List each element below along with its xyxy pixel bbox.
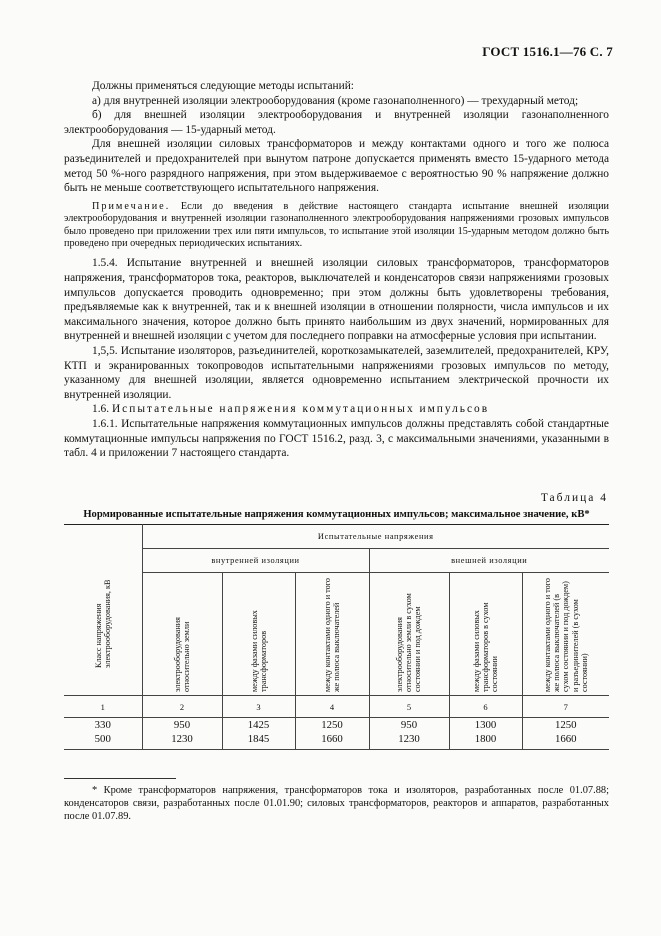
header-col-3: между фазами силовых трансформаторов	[222, 573, 295, 696]
column-number: 1	[64, 696, 142, 718]
table-cell: 1230	[369, 732, 449, 750]
table-cell: 500	[64, 732, 142, 750]
table-row	[64, 732, 609, 750]
note	[64, 201, 609, 251]
table-cell: 1425	[222, 718, 295, 732]
column-number: 4	[295, 696, 369, 718]
section-title: Испытательные напряжения коммутационных импульсов	[111, 403, 490, 416]
paragraph-1-5-4: 1.5.4. Испытание внутренней и внешней изоляции силовых трансформаторов, трансформаторов напряжения, трансформаторов тока, реакторов, выключателей и конденсаторов связи напряжениями грозовых импульсов допускается проводить одновременно; при этом должны быть удовлетворены требования, предъявляемые как к внутренней, так и к внешней изоляции в отношении полярности, числа импульсов и их максимального значения, которое должно быть принято наибольшим из двух значений, нормированных для внутренней и внешней изоляции с учетом для последнего поправки на атмосферные условия при испытании.	[64, 257, 609, 343]
column-number: 7	[522, 696, 609, 718]
table-cell: 1845	[222, 732, 295, 750]
header-internal-insulation: внутренней изоляции	[142, 549, 369, 573]
table-cell: 330	[64, 718, 142, 732]
table-4	[64, 524, 609, 750]
paragraph: б) для внешней изоляции электрооборудования и внутренней изоляции газонаполненного электрооборудования — 15-ударный метод.	[64, 109, 609, 136]
table-cell: 950	[142, 718, 222, 732]
header-external-insulation: внешней изоляции	[369, 549, 609, 573]
table-cell: 1800	[449, 732, 522, 750]
column-number: 5	[369, 696, 449, 718]
header-col-6: между фазами силовых трансформаторов в сухом состоянии	[449, 573, 522, 696]
table-cell: 1250	[554, 719, 577, 731]
column-number: 6	[449, 696, 522, 718]
footnote: * Кроме трансформаторов напряжения, трансформаторов тока и изоляторов, разработанных после 01.07.88; конденсаторов связи, разработанных после 01.01.90; силовых трансформаторов, реакторов и аппаратов, разработанных после 01.07.89.	[64, 785, 609, 822]
table-cell: 1230	[142, 732, 222, 750]
table-cell: 1300	[449, 718, 522, 732]
header-col-5: электрооборудования относительно земли в сухом состоянии и под дождем	[369, 573, 449, 696]
paragraph: а) для внутренней изоляции электрооборудования (кроме газонаполненного) — трехударный метод;	[92, 94, 579, 107]
note-text: Если до введения в действие настоящего стандарта испытание внешней изоляции электрооборудования и внутренней изоляции газонаполненного электрооборудования напряжениями грозовых импульсов было проведено при приложении трех или пяти импульсов, то испытание этой изоляции 15-ударным методом должно быть проведено при очередных периодических испытаниях.	[64, 200, 609, 249]
header-test-voltages: Испытательные напряжения	[142, 525, 609, 549]
table-cell: 950	[369, 718, 449, 732]
table-cell: 1660	[295, 732, 369, 750]
header-col-4: между контактами одного и того же полюса выключателей	[295, 573, 369, 696]
note-label: Примечание.	[92, 200, 171, 212]
table-caption: Таблица 4	[540, 492, 608, 504]
paragraph: Для внешней изоляции силовых трансформаторов и между контактами одного и того же полюса разъединителей и предохранителей при вынутом патроне допускается применять вместо 15-ударного метода метод 50 %-ного разрядного напряжения, при этом выдерживаемое с вероятностью 90 % напряжение должно быть не меньше соответствующего испытательного напряжения.	[64, 138, 609, 195]
table-cell: 1660	[522, 732, 609, 750]
header-col-2: электрооборудования относительно земли	[142, 573, 222, 696]
column-number: 3	[222, 696, 295, 718]
paragraph-1-6-1: 1.6.1. Испытательные напряжения коммутационных импульсов должны представлять собой стандартные коммутационные импульсы напряжения по ГОСТ 1516.2, разд. 3, с максимальными значениями, указанными в табл. 4 и приложении 7 настоящего стандарта.	[64, 417, 609, 460]
body-text	[64, 79, 609, 461]
paragraph: Должны применяться следующие методы испытаний:	[92, 80, 354, 92]
section-heading-1-6	[64, 402, 609, 417]
table-cell: 1250	[295, 718, 369, 732]
header-voltage-class: Класс напряжения электрооборудования, кВ	[64, 525, 142, 696]
column-number: 2	[142, 696, 222, 718]
table-row	[64, 718, 609, 732]
table-title: Нормированные испытательные напряжения коммутационных импульсов; максимальное значение, кВ*	[83, 509, 590, 520]
section-number: 1.6.	[92, 403, 112, 416]
paragraph-1-5-5: 1,5,5. Испытание изоляторов, разъединителей, короткозамыкателей, заземлителей, предохранителей, КРУ, КТП и экранированных токопроводов испытательными напряжениями грозовых импульсов по методу, указанному для внешней изоляции, является одновременно испытанием электрической прочности их внутренней изоляции.	[64, 344, 609, 401]
page-header: ГОСТ 1516.1—76 С. 7	[482, 44, 613, 59]
header-col-7: между контактами одного и того же полюса выключателей (в сухом состоянии и под дождем) и разъединителей (в сухом состоянии)	[522, 573, 609, 696]
footnote-divider	[64, 778, 176, 779]
